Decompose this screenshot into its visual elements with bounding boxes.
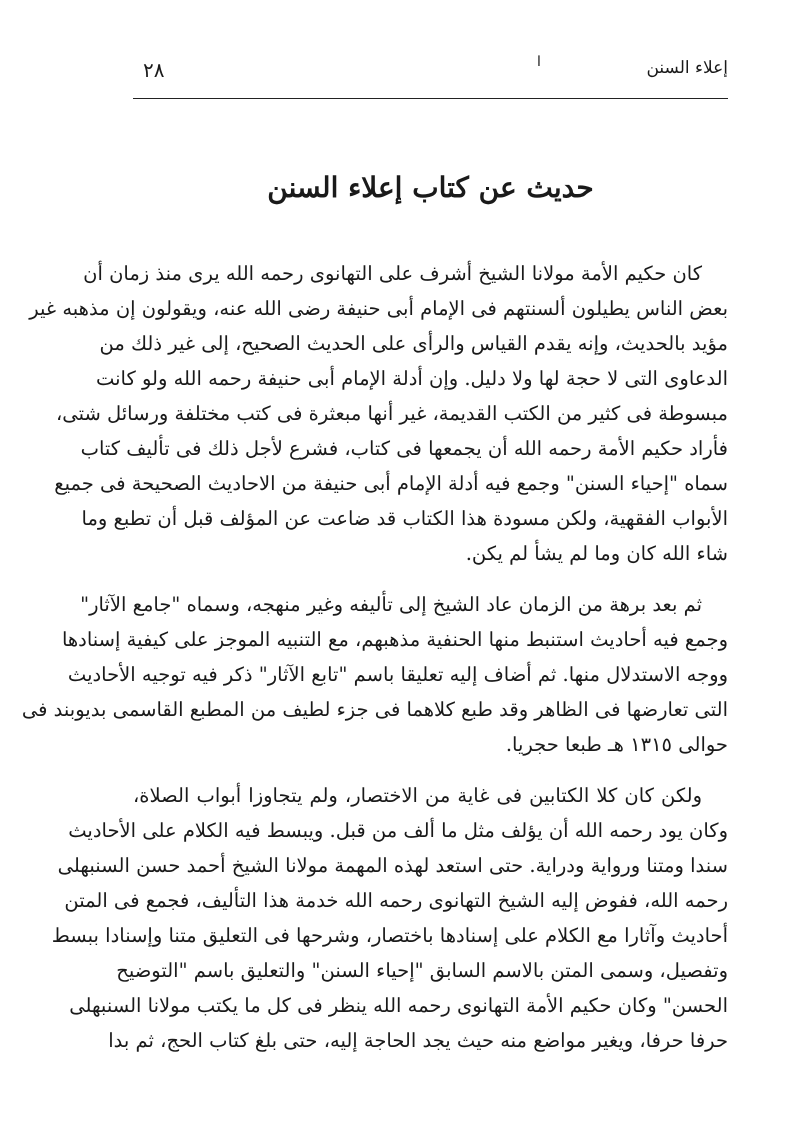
text-line: مبسوطة فى كثير من الكتب القديمة، غير أنها مبعثرة فى كتب مختلفة ورسائل شتى، [56, 402, 728, 425]
header-rule [133, 98, 728, 99]
text-line: فأراد حكيم الأمة رحمه الله أن يجمعها فى كتاب، فشرع لأجل ذلك فى تأليف كتاب [80, 437, 728, 460]
text-line: ووجه الاستدلال منها. ثم أضاف إليه تعليقا باسم "تابع الآثار" ذكر فيه توجيه الأحاديث [67, 663, 728, 686]
text-line: سماه "إحياء السنن" وجمع فيه أدلة الإمام أبى حنيفة من الاحاديث الصحيحة فى جميع [54, 472, 728, 495]
paragraph-2 [21, 587, 728, 762]
text-line: الحسن" وكان حكيم الأمة التهانوى رحمه الله ينظر فى كل ما يكتب مولانا السنبهلى [69, 994, 728, 1017]
paragraph-3 [51, 778, 728, 1058]
paragraph-1 [29, 256, 728, 571]
text-line: التى تعارضها فى الظاهر وقد طبع كلاهما فى جزء لطيف من المطبع القاسمى بديوبند فى [21, 698, 728, 721]
text-line: رحمه الله، ففوض إليه الشيخ التهانوى رحمه الله خدمة هذا التأليف، فجمع فى المتن [64, 889, 728, 912]
text-line: شاء الله كان وما لم يشأ لم يكن. [465, 542, 728, 565]
body-text [21, 256, 728, 1074]
text-line: مؤيد بالحديث، وإنه يقدم القياس والرأى على الحديث الصحيح، إلى غير ذلك من [99, 332, 728, 355]
text-line: الدعاوى التى لا حجة لها ولا دليل. وإن أدلة الإمام أبى حنيفة رحمه الله ولو كانت [95, 367, 728, 390]
text-line: وكان يود رحمه الله أن يؤلف مثل ما ألف من قبل. ويبسط فيه الكلام على الأحاديث [68, 819, 728, 842]
page-number: ٢٨ [143, 58, 165, 82]
running-title: إعلاء السنن [646, 58, 728, 78]
text-line: ثم بعد برهة من الزمان عاد الشيخ إلى تأليفه وغير منهجه، وسماه "جامع الآثار" [80, 593, 702, 616]
text-line: كان حكيم الأمة مولانا الشيخ أشرف على التهانوى رحمه الله يرى منذ زمان أن [83, 262, 702, 285]
text-line: سندا ومتنا ورواية ودراية. حتى استعد لهذه المهمة مولانا الشيخ أحمد حسن السنبهلى [57, 854, 728, 877]
text-line: حوالى ١٣١٥ هـ طبعا حجريا. [505, 733, 728, 756]
header-mark: ا [537, 54, 541, 70]
text-line: بعض الناس يطيلون ألسنتهم فى الإمام أبى حنيفة رضى الله عنه، ويقولون إن مذهبه غير [29, 297, 728, 320]
text-line: أحاديث وآثارا مع الكلام على إسنادها باختصار، وشرحها فى التعليق متنا وإسنادا ببسط [51, 924, 728, 947]
chapter-title: حديث عن كتاب إعلاء السنن [267, 170, 594, 204]
text-line: حرفا حرفا، ويغير مواضع منه حيث يجد الحاجة إليه، حتى بلغ كتاب الحج، ثم بدا [108, 1029, 728, 1052]
text-line: الأبواب الفقهية، ولكن مسودة هذا الكتاب قد ضاعت عن المؤلف قبل أن تطبع وما [81, 507, 728, 530]
text-line: وجمع فيه أحاديث استنبط منها الحنفية مذهبهم، مع التنبيه الموجز على كيفية إسنادها [61, 628, 728, 651]
page-header [133, 52, 728, 98]
text-line: ولكن كان كلا الكتابين فى غاية من الاختصار، ولم يتجاوزا أبواب الصلاة، [133, 784, 702, 807]
text-line: وتفصيل، وسمى المتن بالاسم السابق "إحياء السنن" والتعليق باسم "التوضيح [116, 959, 728, 982]
